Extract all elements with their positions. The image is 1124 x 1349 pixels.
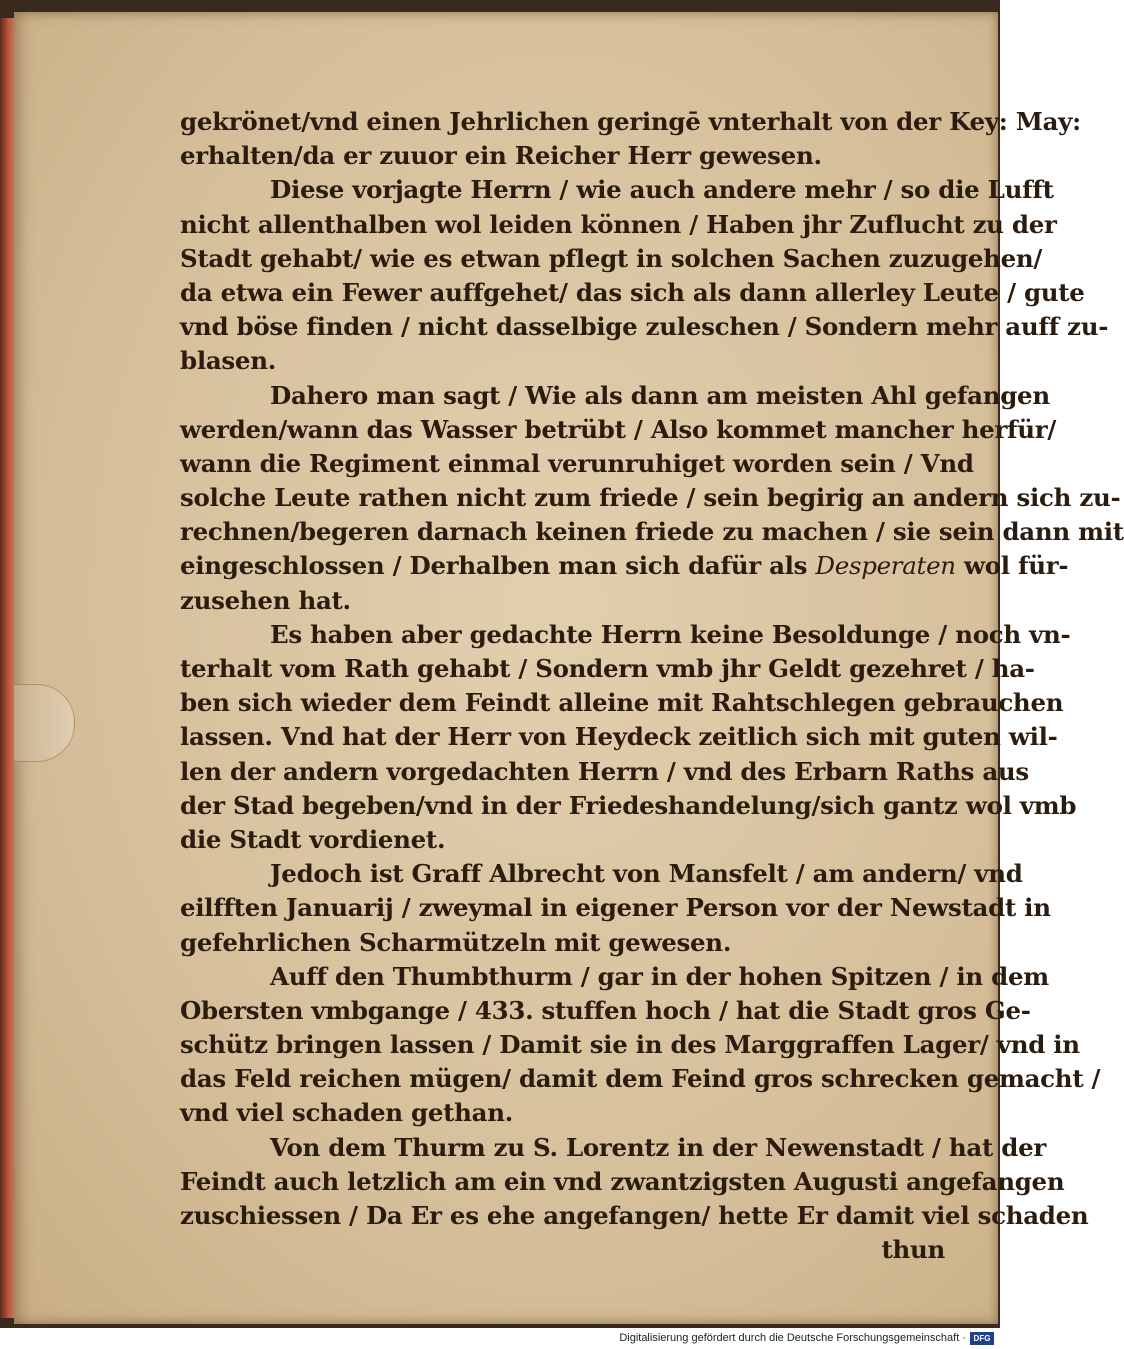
text-segment: Obersten vmbgange / 433. stuffen hoch / hat die Stadt gros Ge-: [180, 995, 1031, 1025]
text-segment: Stadt gehabt/ wie es etwan pflegt in solchen Sachen zuzugehen/: [180, 243, 1043, 273]
text-line: [180, 926, 945, 960]
text-line: [180, 584, 945, 618]
text-line: [180, 618, 1071, 652]
text-line: [180, 720, 1058, 754]
text-line: [180, 960, 1049, 994]
text-segment: wann die Regiment einmal verunruhiget worden sein / Vnd: [180, 448, 974, 478]
text-segment: schütz bringen lassen / Damit sie in des Marggraffen Lager/ vnd in: [180, 1030, 1080, 1060]
text-line: [180, 1233, 945, 1267]
text-segment: Jedoch ist Graff Albrecht von Mansfelt / am andern/ vnd: [270, 859, 1023, 889]
text-segment: zuschiessen / Da Er es ehe angefangen/ hette Er damit viel schaden: [180, 1201, 1089, 1230]
text-segment: rechnen/begeren darnach keinen friede zu machen / sie sein dann mit: [180, 517, 1124, 547]
text-segment: solche Leute rathen nicht zum friede / sein begirig an andern sich zu-: [180, 483, 1121, 513]
text-line: [180, 208, 1057, 242]
text-segment: blasen.: [180, 346, 276, 376]
text-line: [180, 1028, 1080, 1062]
text-segment: thun: [881, 1235, 945, 1265]
text-segment: die Stadt vordienet.: [180, 824, 446, 854]
text-line: [180, 891, 1051, 925]
text-segment: Diese vorjagte Herrn / wie auch andere mehr / so die Lufft: [270, 175, 1054, 205]
text-segment: eilfften Januarij / zweymal in eigener Person vor der Newstadt in: [180, 893, 1051, 923]
footer-bar: [0, 1328, 1000, 1349]
text-line: [180, 549, 1069, 583]
text-line: [180, 515, 1124, 549]
text-line: [180, 481, 1121, 515]
text-line: [180, 1062, 1101, 1096]
text-line: [180, 686, 1064, 720]
text-line: [180, 823, 945, 857]
text-segment: gefehrlichen Scharmützeln mit gewesen.: [180, 927, 732, 957]
text-segment: terhalt vom Rath gehabt / Sondern vmb jhr Geldt gezehret / ha-: [180, 654, 1035, 683]
text-line: [180, 789, 1077, 823]
text-segment: das Feld reichen mügen/ damit dem Feind gros schrecken gemacht /: [180, 1064, 1101, 1094]
text-segment: gekrönet/vnd einen Jehrlichen geringē vnterhalt von der Key: May:: [180, 107, 1081, 136]
text-segment: Feindt auch letzlich am ein vnd zwantzigsten Augusti angefangen: [180, 1166, 1065, 1196]
text-line: [180, 857, 1023, 891]
text-segment: len der andern vorgedachten Herrn / vnd des Erbarn Raths aus: [180, 756, 1029, 786]
page-text: [180, 105, 1124, 1267]
text-line: [180, 413, 1057, 447]
page-clip: [14, 684, 75, 762]
text-line: [180, 1096, 945, 1130]
text-segment: nicht allenthalben wol leiden können / Haben jhr Zuflucht zu der: [180, 209, 1057, 239]
text-line: [180, 276, 1085, 310]
text-segment: zusehen hat.: [180, 585, 351, 615]
text-line: [180, 105, 1081, 139]
text-line: [180, 652, 1035, 686]
text-line: [180, 379, 1050, 413]
text-line: [180, 173, 1054, 207]
text-line: [180, 755, 1029, 789]
text-line: [180, 994, 1031, 1028]
text-line: [180, 242, 1043, 276]
text-line: [180, 447, 974, 481]
dfg-logo-icon: DFG: [970, 1332, 994, 1345]
text-line: [180, 344, 945, 378]
text-segment: vnd böse finden / nicht dasselbige zuleschen / Sondern mehr auff zu-: [180, 312, 1109, 342]
text-segment: Auff den Thumbthurm / gar in der hohen Spitzen / in dem: [270, 961, 1049, 991]
text-line: [180, 1199, 1089, 1233]
text-segment: wol für-: [955, 551, 1069, 581]
text-line: [180, 139, 945, 173]
text-segment: ben sich wieder dem Feindt alleine mit Rahtschlegen gebrauchen: [180, 688, 1064, 718]
text-segment: Von dem Thurm zu S. Lorentz in der Newenstadt / hat der: [270, 1132, 1046, 1162]
text-line: [180, 1165, 1065, 1199]
text-segment: da etwa ein Fewer auffgehet/ das sich als dann allerley Leute / gute: [180, 277, 1085, 307]
latin-word: Desperaten: [815, 551, 956, 581]
text-segment: Dahero man sagt / Wie als dann am meisten Ahl gefangen: [270, 380, 1050, 410]
text-segment: der Stad begeben/vnd in der Friedeshandelung/sich gantz wol vmb: [180, 790, 1077, 820]
text-segment: vnd viel schaden gethan.: [180, 1098, 514, 1128]
text-segment: Es haben aber gedachte Herrn keine Besoldunge / noch vn-: [270, 619, 1071, 649]
text-segment: lassen. Vnd hat der Herr von Heydeck zeitlich sich mit guten wil-: [180, 722, 1058, 752]
text-line: [180, 1131, 1046, 1165]
text-line: [180, 310, 1109, 344]
text-segment: erhalten/da er zuuor ein Reicher Herr gewesen.: [180, 141, 822, 171]
footer-credit: Digitalisierung gefördert durch die Deutsche Forschungsgemeinschaft ·: [619, 1332, 966, 1344]
text-segment: eingeschlossen / Derhalben man sich dafür als: [180, 551, 816, 581]
text-segment: werden/wann das Wasser betrübt / Also kommet mancher herfür/: [180, 414, 1057, 444]
